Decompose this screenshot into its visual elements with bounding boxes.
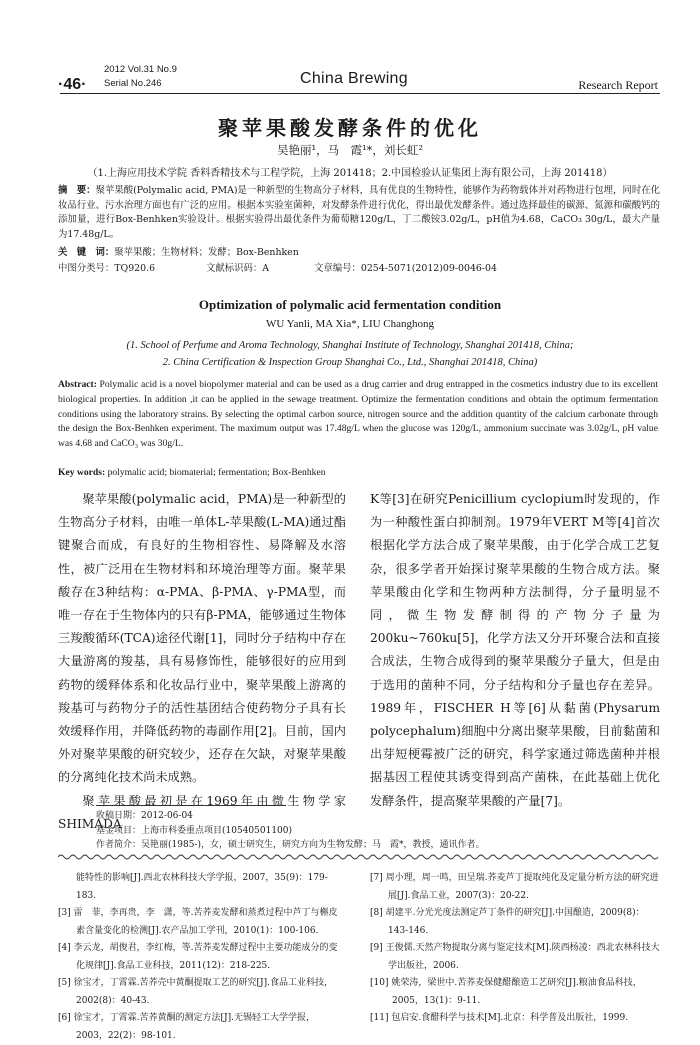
authors-english: WU Yanli, MA Xia*, LIU Changhong bbox=[265, 318, 435, 330]
footnote-rule bbox=[96, 805, 286, 806]
clc-number: 中图分类号：TQ920.6 bbox=[58, 263, 156, 274]
reference-item: [3] 雷 菲，李再贵，李 潇，等.苦荞麦发酵和蒸煮过程中芦丁与槲皮素含量变化的检测[J].农产品加工学刊，2010(1)：100-106. bbox=[58, 908, 338, 936]
serial-line: Serial No.246 bbox=[104, 78, 162, 89]
wavy-separator bbox=[58, 853, 660, 861]
reference-item: [5] 徐宝才，丁霄霖.苦荞壳中黄酮提取工艺的研究[J].食品工业科技，2002(8)：40-43. bbox=[58, 978, 333, 1006]
keywords-chinese-text: 聚苹果酸；生物材料；发酵；Box-Benhken bbox=[114, 247, 299, 258]
footnote-author-bio: 作者简介：吴艳丽(1985-)，女，硕士研究生，研究方向为生物发酵；马 霞*，教授，通讯作者。 bbox=[96, 840, 485, 850]
report-type: Research Report bbox=[578, 78, 658, 92]
reference-item: [8] 胡建平.分光光度法测定芦丁条件的研究[J].中国酿造，2009(8)：143-146. bbox=[370, 908, 645, 936]
body-left-column bbox=[58, 488, 346, 836]
keywords-chinese-label: 关 键 词： bbox=[58, 247, 115, 258]
title-english: Optimization of polymalic acid fermentation condition bbox=[198, 297, 502, 312]
reference-item: [7] 周小理，周一鸣，田呈瑞.荞麦芦丁提取纯化及定量分析方法的研究进展[J].食品工业，2007(3)：20-22. bbox=[370, 873, 659, 901]
body-right-column bbox=[370, 488, 660, 813]
affiliation-english-2: 2. China Certification & Inspection Group Shanghai Co., Ltd., Shanghai 201418, China) bbox=[162, 357, 538, 368]
abstract-english-text: Polymalic acid is a novel biopolymer material and can be used as a drug carrier and drug entrapped in the cosmetics industry due to its excellent biological properties. In addition ,it can be applied in the sewage treatment. Optimize the fermentation conditions and obtain the optimum fermentation conditions using the laboratory strains. By selecting the optimal carbon source, nitrogen source and the addition quantity of the calcium carbonate through the design the Box-Benhken experiment. The maximum output was 17.48g/L when the glucose was 120g/L, ammonium succinate was 3.02g/L, pH value was 4.68 and CaCO₃ was 30g/L. bbox=[58, 379, 658, 450]
affiliation-english-1: (1. School of Perfume and Aroma Technology, Shanghai Institute of Technology, Shanghai 201418, China; bbox=[126, 340, 574, 351]
keywords-english-text: polymalic acid; biomaterial; fermentation; Box-Benhken bbox=[105, 467, 326, 478]
reference-item: [9] 王俊儒.天然产物提取分离与鉴定技术[M].陕西杨凌：西北农林科技大学出版社，2006. bbox=[370, 943, 660, 971]
reference-item: 能特性的影响[J].西北农林科技大学学报，2007，35(9)：179-183. bbox=[76, 873, 328, 901]
keywords-chinese bbox=[58, 246, 299, 261]
footnote-fund: 基金项目：上海市科委重点项目(10540501100) bbox=[96, 826, 293, 836]
abstract-chinese-label: 摘 要： bbox=[58, 185, 96, 196]
references-left bbox=[58, 870, 346, 1045]
body-right-paragraph-1: K等[3]在研究Penicillium cyclopium时发现的，作为一种酸性蛋白抑制剂。1979年VERT M等[4]首次根据化学方法合成了聚苹果酸，由于化学合成工艺复杂，很多学者开始探讨聚苹果酸的生物合成方法。聚苹果酸由化学和生物两种方法制得，分子量明显不同，微生物发酵制得的产物分子量为200ku~760ku[5]，化学方法又分开环聚合法和直接合成法，生物合成得到的聚苹果酸分子量大，但是由于选用的菌种不同，分子结构和分子量也存在差异。1989年，FISCHER H等[6]从黏菌(Physarum polycephalum)细胞中分离出聚苹果酸，目前黏菌和出芽短梗霉被广泛的研究，科学家通过筛选菌种并根据基因工程使其诱变得到高产菌株，在此基础上优化发酵条件，提高聚苹果酸的产量[7]。 bbox=[370, 492, 660, 808]
reference-item: [6] 徐宝才，丁霄霖.苦荞黄酮的测定方法[J].无锡轻工大学学报，2003，22(2)：98-101. bbox=[58, 1013, 315, 1041]
article-number: 文章编号：0254-5071(2012)09-0046-04 bbox=[314, 263, 497, 274]
references-right bbox=[370, 870, 660, 1028]
reference-item: [10] 姚荣涛，梁世中.苦荞麦保健醋酿造工艺研究[J].粮油食品科技，2005，13(1)：9-11. bbox=[370, 978, 642, 1006]
volume-info bbox=[104, 63, 177, 91]
body-left-paragraph-2: 聚苹果酸最初是在1969年由微生物学家SHIMADA bbox=[58, 793, 346, 831]
volume-line: 2012 Vol.31 No.9 bbox=[104, 64, 177, 75]
abstract-english-label: Abstract: bbox=[58, 379, 97, 390]
footnote-received: 收稿日期：2012-06-04 bbox=[96, 811, 193, 821]
keywords-english-label: Key words: bbox=[58, 467, 106, 478]
body-left-paragraph-1: 聚苹果酸(polymalic acid，PMA)是一种新型的生物高分子材料，由唯一单体L-苹果酸(L-MA)通过酯键聚合而成，有良好的生物相容性、易降解及水溶性，被广泛用在生物材料和环境治理等方面。聚苹果酸存在3种结构：α-PMA、β-PMA、γ-PMA型，而唯一存在于生物体内的只有β-PMA，能够通过生物体三羧酸循环(TCA)途径代谢[1]，同时分子结构中存在大量游离的羧基，具有易修饰性，能够很好的应用到药物的缓释体系和化妆品行业中，聚苹果酸上游离的羧基可与药物分子的活性基团结合使药物分子具有长效缓释作用，并降低药物的毒副作用[2]。目前，国内外对聚苹果酸的研究较少，还存在欠缺，对聚苹果酸的分离纯化技术尚未成熟。 bbox=[58, 492, 346, 785]
title-chinese: 聚苹果酸发酵条件的优化 bbox=[218, 116, 482, 140]
abstract-chinese-text: 聚苹果酸(Polymalic acid, PMA)是一种新型的生物高分子材料，具有优良的生物特性，能够作为药物载体并对药物进行包埋，同时在化妆品行业、污水治理方面也有广泛的应用。根据本实验室菌种，对发酵条件进行优化，得出最优发酵条件。通过选择最佳的碳源、氮源和碳酸钙的添加量，进行Box-Benhken实验设计。根据实验得出最优条件为葡萄糖120g/L，丁二酸铵3.02g/L，pH值为4.68，CaCO₃ 30g/L，最大产量为17.48g/L。 bbox=[58, 185, 660, 240]
authors-chinese: 吴艳丽¹，马 霞¹*，刘长虹² bbox=[276, 143, 424, 157]
reference-item: [4] 李云龙，胡俊君，李红梅，等.苦荞麦发酵过程中主要功能成分的变化规律[J].食品工业科技，2011(12)：218-225. bbox=[58, 943, 338, 971]
abstract-chinese bbox=[58, 184, 660, 242]
journal-name: China Brewing bbox=[300, 70, 408, 87]
header-rule bbox=[60, 93, 660, 94]
reference-item: [11] 包启安.食醋科学与技术[M].北京：科学普及出版社，1999. bbox=[370, 1013, 629, 1023]
document-code: 文献标识码：A bbox=[206, 263, 270, 274]
keywords-english bbox=[58, 467, 326, 478]
page-number: ·46· bbox=[58, 76, 87, 93]
abstract-english bbox=[58, 378, 658, 452]
affiliation-chinese: （1.上海应用技术学院 香料香精技术与工程学院，上海 201418；2.中国检验认证集团上海有限公司，上海 201418） bbox=[87, 168, 613, 179]
